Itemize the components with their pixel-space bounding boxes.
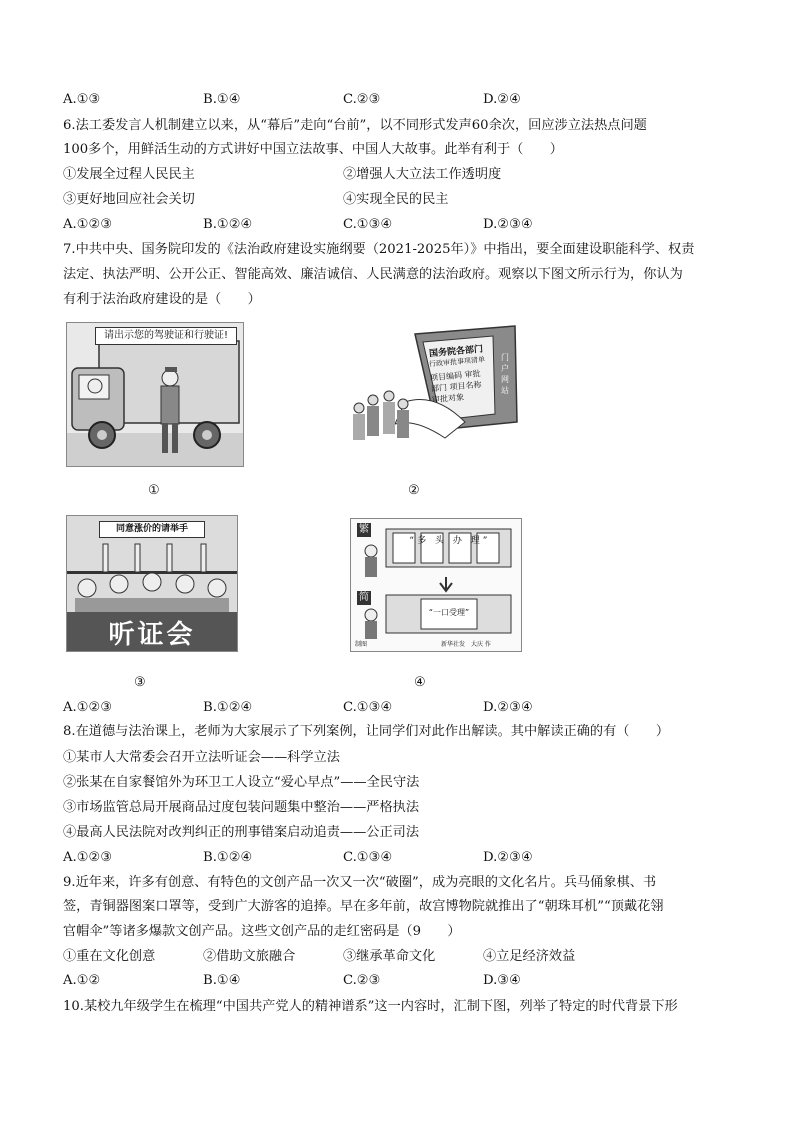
q9-stem-line1: 9.近年来，许多有创意、有特色的文创产品一次又一次“破圈”，成为亮眼的文化名片。兵马俑象棋、书 (63, 875, 657, 890)
option-a[interactable]: A.①② (63, 973, 101, 988)
q6-options (63, 216, 743, 234)
q9-options (63, 972, 743, 990)
option-d[interactable]: D.②③④ (483, 850, 533, 865)
q10-stem-line1: 10.某校九年级学生在梳理“中国共产党人的精神谱系”这一内容时，汇制下图，列举了特定的时代背景下形 (63, 999, 678, 1014)
cartoon-one-window-service (350, 518, 522, 652)
image-credit: 新华社发 大庆 作 (441, 641, 491, 648)
hearing-desk-label: 听证会 (108, 620, 196, 650)
q6-item-2: ②增强人大立法工作透明度 (343, 167, 502, 182)
caption-4: ④ (414, 675, 426, 690)
option-a[interactable]: A.①②③ (63, 217, 113, 232)
side-label: 门户网站 (501, 353, 509, 395)
scroll-text: 项目编码 审批部门 项目名称 审批对象 (429, 369, 482, 405)
q7-options (63, 699, 743, 717)
q9-stem-line2: 签，青铜器图案口罩等，受到广大游客的追捧。早在多年前，故宫博物院就推出了“朝珠耳机”“顶戴花翎 (63, 899, 664, 914)
caption-1: ① (148, 483, 160, 498)
q6-item-4: ④实现全民的民主 (343, 192, 449, 207)
q8-item-1: ①某市人大常委会召开立法听证会——科学立法 (63, 750, 340, 765)
q7-stem-line2: 法定、执法严明、公开公正、智能高效、廉洁诚信、人民满意的法治政府。观察以下图文所示行为，你认为 (63, 267, 683, 282)
caption-3: ③ (134, 675, 146, 690)
q8-item-3: ③市场监管总局开展商品过度包装问题集中整治——严格执法 (63, 800, 420, 815)
cartoon-portal-website (345, 322, 525, 465)
option-c[interactable]: C.②③ (343, 92, 381, 107)
cartoon-traffic-police (66, 322, 244, 467)
board-multiple-handling: “多 头 办 理” (409, 536, 491, 546)
q9-item-2: ②借助文旅融合 (203, 949, 296, 964)
option-a[interactable]: A.①②③ (63, 850, 113, 865)
q7-stem-line3: 有利于法治政府建设的是（ ） (63, 292, 261, 307)
q9-item-4: ④立足经济效益 (483, 949, 576, 964)
caption-2: ② (408, 483, 420, 498)
option-d[interactable]: D.③④ (483, 973, 521, 988)
option-b[interactable]: B.①④ (203, 92, 241, 107)
option-d[interactable]: D.②③④ (483, 700, 533, 715)
cartoon-hearing (66, 515, 238, 652)
tag-simple: 简 (359, 592, 369, 603)
image-credit-left: 制图 (355, 641, 368, 648)
q6-stem-line2: 100多个，用鲜活生动的方式讲好中国立法故事、中国人大故事。此举有利于（ ） (63, 142, 563, 157)
option-c[interactable]: C.②③ (343, 973, 381, 988)
q5-options (63, 91, 743, 109)
option-a[interactable]: A.①②③ (63, 700, 113, 715)
option-c[interactable]: C.①③④ (343, 217, 393, 232)
option-c[interactable]: C.①③④ (343, 850, 393, 865)
q9-items (63, 948, 743, 966)
option-d[interactable]: D.②④ (483, 92, 521, 107)
q8-item-4: ④最高人民法院对改判纠正的刑事错案启动追责——公正司法 (63, 825, 420, 840)
option-c[interactable]: C.①③④ (343, 700, 393, 715)
q8-stem: 8.在道德与法治课上，老师为大家展示了下列案例，让同学们对此作出解读。其中解读正确的有（ ） (63, 724, 670, 739)
option-d[interactable]: D.②③④ (483, 217, 533, 232)
q9-item-1: ①重在文化创意 (63, 949, 156, 964)
board-subtitle: 行政审批事项清单 (428, 355, 486, 369)
q6-item-3: ③更好地回应社会关切 (63, 192, 195, 207)
hearing-banner: 同意涨价的请举手 (99, 521, 205, 538)
option-b[interactable]: B.①②④ (203, 850, 253, 865)
board-one-window: “一口受理” (428, 608, 470, 617)
option-b[interactable]: B.①②④ (203, 217, 253, 232)
q9-item-3: ③继承革命文化 (343, 949, 436, 964)
q7-stem-line1: 7.中共中央、国务院印发的《法治政府建设实施纲要（2021-2025年）》中指出，要全面建设职能科学、权责 (63, 242, 695, 257)
board-title: 国务院各部门 (428, 344, 484, 360)
speech-bubble: 请出示您的驾驶证和行驶证! (95, 327, 237, 345)
option-b[interactable]: B.①②④ (203, 700, 253, 715)
q8-item-2: ②张某在自家餐馆外为环卫工人设立“爱心早点”——全民守法 (63, 775, 420, 790)
q9-stem-line3: 官帽伞”等诸多爆款文创产品。这些文创产品的走红密码是（9 ） (63, 924, 461, 939)
q6-stem-line1: 6.法工委发言人机制建立以来，从“幕后”走向“台前”，以不同形式发声60余次，回应涉立法热点问题 (63, 118, 647, 133)
tag-complex: 繁 (359, 524, 369, 535)
q6-item-1: ①发展全过程人民民主 (63, 167, 195, 182)
option-a[interactable]: A.①③ (63, 92, 101, 107)
option-b[interactable]: B.①④ (203, 973, 241, 988)
q8-options (63, 849, 743, 867)
